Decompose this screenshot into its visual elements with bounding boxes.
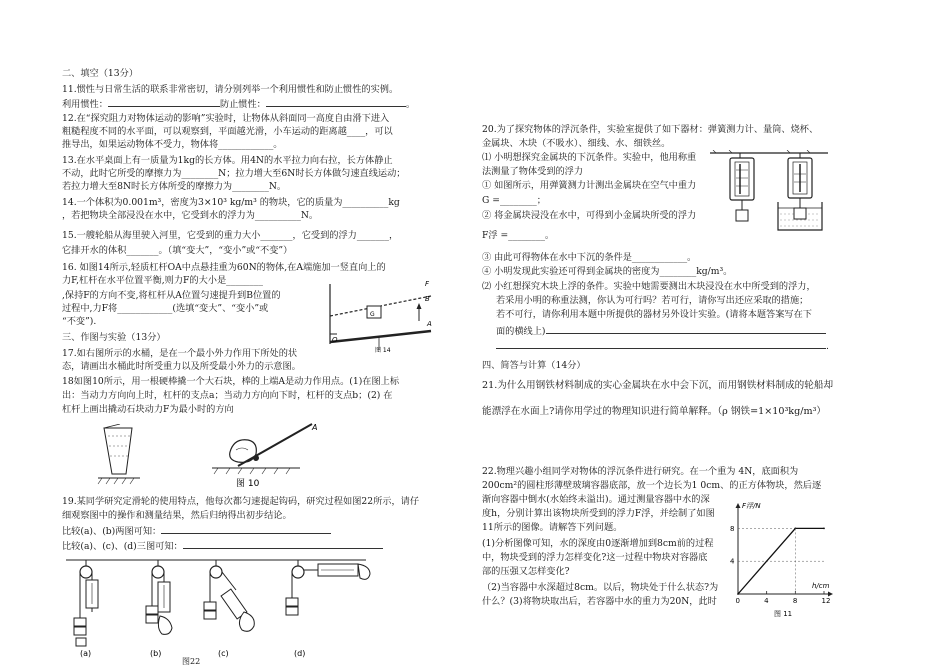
x-axis-arrow xyxy=(828,592,833,597)
q19-compare-acd: 比较(a)、(c)、(d)三图可知： xyxy=(62,541,183,552)
q20-line-11: ⑵ 小红想探究木块上浮的条件。实验中她需要测出木块浸没在水中所受到的浮力， xyxy=(482,281,816,292)
right-column xyxy=(470,0,950,672)
q20-line-5: ① 如图所示，用弹簧测力计测出金属块在空气中重力 xyxy=(482,180,697,191)
q20-line-14 xyxy=(496,324,826,337)
section-4-title: 四、简答与计算（14分） xyxy=(482,360,586,371)
y-tick-label: 4 xyxy=(730,557,735,566)
q16-line-1: 16. 如图14所示,轻质杠杆OA中点悬挂重为60N的物体,在A端施加一竖直向上的 xyxy=(62,262,386,273)
q22-line-7: 中，物块受到的浮力怎样变化?这一过程中物块对容器底 xyxy=(482,552,708,563)
q22-line-5: 11所示的图像。请解答下列问题。 xyxy=(482,522,623,533)
q11-line-2 xyxy=(62,97,415,110)
fig14-G: G xyxy=(370,311,375,318)
x-tick-label: 4 xyxy=(764,597,769,605)
q20-line-4: 法测量了物体受到的浮力 xyxy=(482,166,584,177)
y-axis-label: F浮/N xyxy=(742,502,761,510)
q14-line-2: ，若把物块全部浸没在水中，它受到水的浮力为__________N。 xyxy=(62,210,319,221)
x-tick-label: 0 xyxy=(735,597,740,605)
q13-line-2: 不动，此时它所受的摩擦力为________N；拉力增大至6N时长方体做匀速直线运动； xyxy=(62,168,406,179)
q20-answer-blank-2[interactable] xyxy=(496,339,826,349)
q19-blank-acd[interactable] xyxy=(183,539,383,549)
q22-line-8: 部的压强又怎样变化? xyxy=(482,566,570,577)
chart-title: 图 11 xyxy=(774,610,793,618)
q20-line-7: ② 将金属块浸没在水中，可得到小金属块所受的浮力 xyxy=(482,210,697,221)
q20-line-6: G =________； xyxy=(482,195,546,206)
q19-line-2: 细观察图中的操作和测量结果，然后归纳得出初步结论。 xyxy=(62,510,292,521)
q20-line-10: ④ 小明发现此实验还可得到金属块的密度为________kg/m³。 xyxy=(482,266,733,277)
q18-line-2: 出：当动力方向向上时，杠杆的支点a；当动力方向向下时，杠杆的支点b；(2) 在 xyxy=(62,390,393,401)
q20-line-14-text: 面的横线上) xyxy=(496,326,546,337)
q19-compare-ab: 比较(a)、(b)两图可知： xyxy=(62,526,162,537)
q22-line-4: 度h，分别计算出该物块所受到的浮力F浮，并绘制了如图 xyxy=(482,508,715,519)
q16-line-3: ,保持F的方向不变,将杠杆从A位置匀速提升到B位置的 xyxy=(62,290,281,301)
q11-use-blank[interactable] xyxy=(108,97,220,107)
q19-blank-ab[interactable] xyxy=(161,524,331,534)
q13-line-1: 13.在水平桌面上有一质量为1kg的长方体。用4N的水平拉力向右拉，长方体静止 xyxy=(62,155,393,166)
q20-line-1: 20.为了探究物体的浮沉条件，实验室提供了如下器材：弹簧测力计、量筒、烧杯、 xyxy=(482,124,819,135)
q21-line-1: 21.为什么用钢铁材料制成的实心金属块在水中会下沉，而用钢铁材料制成的轮船却 xyxy=(482,380,834,391)
q22-line-9: （2)当容器中水深超过8cm。以后，物块处于什么状态?为 xyxy=(482,582,719,593)
q20-line-12: 若采用小明的称重法测，你认为可行吗？若可行，请你写出还应采取的措施； xyxy=(496,295,809,306)
q20-line-3: ⑴ 小明想探究金属块的下沉条件。实验中，他用称重 xyxy=(482,152,697,163)
q20-line-9: ③ 由此可得物体在水中下沉的条件是____________。 xyxy=(482,252,697,263)
q11-use-label: 利用惯性： xyxy=(62,99,108,110)
lever-rod xyxy=(330,331,431,342)
fig14-B: B xyxy=(425,295,430,303)
x-tick-label: 12 xyxy=(821,597,831,605)
fig22-label-c: (c) xyxy=(218,649,229,658)
q16-line-2: 力F,杠杆在水平位置平衡,则力F的大小是________ xyxy=(62,275,263,286)
q11-line-1: 11.惯性与日常生活的联系非常密切，请分别列举一个利用惯性和防止惯性的实例。 xyxy=(62,84,399,95)
pulley-b xyxy=(146,560,172,634)
fig10-point-a: A xyxy=(312,423,318,432)
data-point xyxy=(737,593,739,595)
figure-11-chart xyxy=(720,500,842,620)
q22-line-2: 200cm²的圆柱形薄壁玻璃容器底部，放一个边长为1 0cm、的正方体物块，然后逐 xyxy=(482,480,822,491)
x-axis-label: h/cm xyxy=(812,582,830,590)
q21-line-2: 能漂浮在水面上?请你用学过的物理知识进行简单解释。（ρ 钢铁=1×10³kg/m³） xyxy=(482,406,827,417)
q12-line-3: 推导出，如果运动物体不受力，物体将____________。 xyxy=(62,139,283,150)
q14-line-1: 14.一个体积为0.001m³，密度为3×10³ kg/m³ 的物块，它的质量为__________kg xyxy=(62,197,400,208)
pulley-d xyxy=(286,560,370,615)
figure-10-crowbar xyxy=(208,420,328,490)
q20-line-15-end: . xyxy=(826,341,829,352)
q18-line-1: 18如图10所示，用一根硬棒撬一个大石块，棒的上端A是动力作用点。(1)在图上标 xyxy=(62,376,400,387)
spring-scale-figure xyxy=(710,150,832,232)
section-2-title: 二、填空（13分） xyxy=(62,68,139,79)
q19-line-4 xyxy=(62,539,383,552)
fig22-label-b: (b) xyxy=(150,649,162,658)
q22-line-10: 什么？(3)将物块取出后，若容器中水的重力为20N，此时 xyxy=(482,596,717,607)
fig14-A: A xyxy=(427,320,432,328)
q12-line-2: 粗糙程度不同的水平面，可以观察到，平面越光滑，小车运动的距离越____，可以 xyxy=(62,126,393,137)
q12-line-1: 12.在“探究阻力对物体运动的影响”实验时，让物体从斜面同一高度自由滑下进入 xyxy=(62,113,390,124)
fig22-caption: 图22 xyxy=(182,657,201,666)
q15-line-1: 15.一艘轮船从海里驶入河里，它受到的重力大小_______，它受到的浮力_______， xyxy=(62,230,399,241)
left-column xyxy=(0,0,470,672)
section-3-title: 三、作图与实验（13分） xyxy=(62,332,166,343)
q22-line-1: 22.物理兴趣小组同学对物体的浮沉条件进行研究。在一个重为 4N，底面积为 xyxy=(482,466,799,477)
fig22-label-d: (d) xyxy=(294,649,306,658)
q17-line-1: 17.如右图所示的水桶，是在一个最小外力作用下所处的状 xyxy=(62,348,298,359)
q20-line-13: 若不可行，请你利用本题中所提供的器材另外设计实验。(请将本题答案写在下 xyxy=(496,309,812,320)
q20-line-15 xyxy=(496,339,829,352)
q11-end: 。 xyxy=(405,99,416,110)
fig14-caption: 图 14 xyxy=(375,347,391,354)
fig22-label-a: (a) xyxy=(80,649,92,658)
q20-line-2: 金属块、木块（不吸水）、细线、水、细铁丝。 xyxy=(482,138,671,149)
q19-line-3 xyxy=(62,524,331,537)
bucket-figure xyxy=(96,424,156,486)
data-point xyxy=(823,528,825,530)
q18-line-3: 杠杆上画出撬动石块动力F为最小时的方向 xyxy=(62,404,234,415)
figure-14-lever xyxy=(327,276,439,356)
q16-line-5: “不变”). xyxy=(62,316,97,327)
q20-line-8: F浮 =________。 xyxy=(482,230,555,241)
pulley-c xyxy=(204,560,254,631)
fig14-O: O xyxy=(332,336,338,344)
q11-prevent-blank[interactable] xyxy=(266,97,406,107)
q16-line-4: 过程中,力F将____________(选填“变大”、“变小”或 xyxy=(62,303,269,314)
q11-prevent-label: 防止惯性： xyxy=(219,99,266,110)
q15-line-2: 它排开水的体积_______。（填“变大”，“变小”或“不变”） xyxy=(62,245,293,256)
fig14-F: F xyxy=(425,280,430,288)
x-tick-label: 8 xyxy=(792,597,798,605)
q13-line-3: 若拉力增大至8N时长方体所受的摩擦力为________N。 xyxy=(62,181,287,192)
pulley-a xyxy=(74,560,98,646)
y-tick-label: 8 xyxy=(730,524,735,533)
fig10-caption: 图 10 xyxy=(236,479,260,489)
y-axis-arrow xyxy=(736,503,741,508)
q22-line-3: 渐向容器中倒水(水始终未溢出)。通过测量容器中水的深 xyxy=(482,494,710,505)
q22-line-6: (1)分析图像可知，水的深度由0逐渐增加到8cm前的过程 xyxy=(482,538,714,549)
q20-answer-blank-1[interactable] xyxy=(546,324,826,334)
q19-line-1: 19.某同学研究定滑轮的使用特点，他每次都匀速提起钩码，研究过程如图22所示，请仔 xyxy=(62,496,420,507)
figure-22-pulleys xyxy=(66,556,376,668)
q17-line-2: 态，请画出水桶此时所受重力以及所受最小外力的示意图。 xyxy=(62,361,301,372)
